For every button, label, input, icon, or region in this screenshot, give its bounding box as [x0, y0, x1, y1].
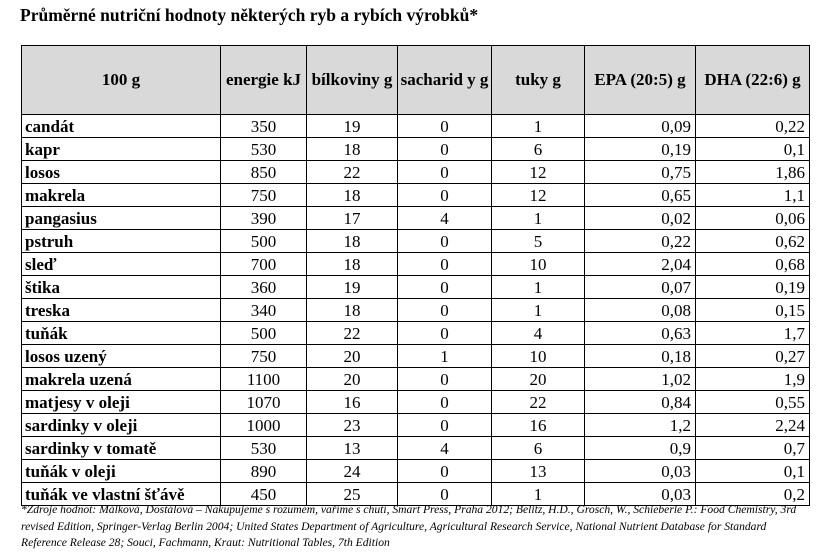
cell-fish-name: tuňák ve vlastní šťávě [22, 483, 221, 506]
cell-energy: 340 [221, 299, 307, 322]
cell-epa: 0,75 [585, 161, 696, 184]
cell-carbohydrates: 0 [398, 368, 492, 391]
table-row [22, 253, 810, 276]
cell-energy: 750 [221, 184, 307, 207]
cell-dha: 1,9 [696, 368, 810, 391]
cell-epa: 1,2 [585, 414, 696, 437]
cell-protein: 25 [307, 483, 398, 506]
cell-energy: 1070 [221, 391, 307, 414]
cell-fat: 12 [492, 161, 585, 184]
cell-dha: 0,62 [696, 230, 810, 253]
cell-fat: 16 [492, 414, 585, 437]
cell-fish-name: štika [22, 276, 221, 299]
cell-fish-name: losos uzený [22, 345, 221, 368]
cell-dha: 0,06 [696, 207, 810, 230]
nutrition-table [21, 45, 810, 506]
cell-fish-name: makrela uzená [22, 368, 221, 391]
cell-carbohydrates: 0 [398, 276, 492, 299]
cell-protein: 20 [307, 368, 398, 391]
cell-fat: 1 [492, 483, 585, 506]
cell-carbohydrates: 0 [398, 414, 492, 437]
cell-carbohydrates: 0 [398, 230, 492, 253]
cell-energy: 390 [221, 207, 307, 230]
cell-carbohydrates: 0 [398, 322, 492, 345]
cell-protein: 19 [307, 115, 398, 138]
header-carbohydrates: sacharid y g [398, 46, 492, 115]
table-row [22, 115, 810, 138]
cell-dha: 1,86 [696, 161, 810, 184]
cell-energy: 1000 [221, 414, 307, 437]
cell-epa: 0,09 [585, 115, 696, 138]
cell-fat: 1 [492, 115, 585, 138]
table-row [22, 345, 810, 368]
cell-fish-name: kapr [22, 138, 221, 161]
header-protein: bílkoviny g [307, 46, 398, 115]
cell-carbohydrates: 0 [398, 391, 492, 414]
cell-dha: 0,7 [696, 437, 810, 460]
cell-fish-name: tuňák [22, 322, 221, 345]
cell-fat: 6 [492, 138, 585, 161]
header-energy: energie kJ [221, 46, 307, 115]
table-row [22, 322, 810, 345]
cell-epa: 2,04 [585, 253, 696, 276]
cell-energy: 500 [221, 230, 307, 253]
cell-fat: 1 [492, 276, 585, 299]
cell-protein: 23 [307, 414, 398, 437]
header-epa: EPA (20:5) g [585, 46, 696, 115]
cell-epa: 0,63 [585, 322, 696, 345]
cell-energy: 1100 [221, 368, 307, 391]
cell-fish-name: tuňák v oleji [22, 460, 221, 483]
cell-dha: 0,19 [696, 276, 810, 299]
cell-energy: 850 [221, 161, 307, 184]
cell-protein: 18 [307, 230, 398, 253]
cell-epa: 0,18 [585, 345, 696, 368]
cell-epa: 0,03 [585, 483, 696, 506]
cell-protein: 22 [307, 322, 398, 345]
cell-protein: 18 [307, 138, 398, 161]
cell-carbohydrates: 0 [398, 299, 492, 322]
cell-dha: 1,7 [696, 322, 810, 345]
cell-protein: 17 [307, 207, 398, 230]
table-row [22, 460, 810, 483]
cell-fat: 22 [492, 391, 585, 414]
cell-fish-name: treska [22, 299, 221, 322]
cell-dha: 0,22 [696, 115, 810, 138]
cell-energy: 530 [221, 138, 307, 161]
cell-epa: 0,02 [585, 207, 696, 230]
cell-fat: 1 [492, 299, 585, 322]
cell-fish-name: matjesy v oleji [22, 391, 221, 414]
cell-dha: 1,1 [696, 184, 810, 207]
cell-carbohydrates: 4 [398, 207, 492, 230]
footnote-sources: *Zdroje hodnot: Málková, Dostálová – Nakupujeme s rozumem, vaříme s chutí, Smart Press, Praha 2012; Belitz, H.D., Grosch, W., Schieberle P.: Food Chemistry, 3rd revised Edition, Springer-Verlag Berlin 2004; United States Department of Agriculture, Agricultural Research Service, National Nutrient Database for Standard Reference Release 28; Souci, Fachmann, Kraut: Nutritional Tables, 7th Edition [21, 503, 797, 549]
cell-fat: 10 [492, 345, 585, 368]
cell-epa: 0,19 [585, 138, 696, 161]
cell-epa: 0,03 [585, 460, 696, 483]
cell-fat: 12 [492, 184, 585, 207]
table-body [22, 115, 810, 506]
cell-dha: 0,2 [696, 483, 810, 506]
table-row [22, 368, 810, 391]
header-portion: 100 g [22, 46, 221, 115]
cell-carbohydrates: 0 [398, 138, 492, 161]
cell-dha: 0,1 [696, 460, 810, 483]
cell-energy: 890 [221, 460, 307, 483]
table-row [22, 138, 810, 161]
cell-fish-name: pangasius [22, 207, 221, 230]
cell-carbohydrates: 0 [398, 460, 492, 483]
cell-carbohydrates: 1 [398, 345, 492, 368]
cell-fish-name: candát [22, 115, 221, 138]
cell-dha: 0,1 [696, 138, 810, 161]
cell-energy: 500 [221, 322, 307, 345]
table-row [22, 230, 810, 253]
cell-epa: 0,07 [585, 276, 696, 299]
header-dha: DHA (22:6) g [696, 46, 810, 115]
cell-carbohydrates: 0 [398, 115, 492, 138]
cell-dha: 0,68 [696, 253, 810, 276]
cell-fish-name: losos [22, 161, 221, 184]
cell-energy: 450 [221, 483, 307, 506]
table-row [22, 207, 810, 230]
cell-fat: 20 [492, 368, 585, 391]
cell-carbohydrates: 0 [398, 161, 492, 184]
cell-carbohydrates: 4 [398, 437, 492, 460]
table-row [22, 276, 810, 299]
table-header-row [22, 46, 810, 115]
cell-carbohydrates: 0 [398, 483, 492, 506]
cell-protein: 20 [307, 345, 398, 368]
cell-dha: 0,27 [696, 345, 810, 368]
cell-fat: 6 [492, 437, 585, 460]
cell-epa: 1,02 [585, 368, 696, 391]
cell-fat: 1 [492, 207, 585, 230]
cell-fish-name: sleď [22, 253, 221, 276]
cell-protein: 18 [307, 299, 398, 322]
table-row [22, 299, 810, 322]
cell-protein: 24 [307, 460, 398, 483]
cell-carbohydrates: 0 [398, 253, 492, 276]
cell-epa: 0,84 [585, 391, 696, 414]
cell-protein: 18 [307, 253, 398, 276]
cell-fat: 10 [492, 253, 585, 276]
cell-epa: 0,9 [585, 437, 696, 460]
cell-protein: 16 [307, 391, 398, 414]
cell-fish-name: pstruh [22, 230, 221, 253]
cell-energy: 750 [221, 345, 307, 368]
cell-energy: 360 [221, 276, 307, 299]
cell-protein: 22 [307, 161, 398, 184]
table-row [22, 437, 810, 460]
cell-fat: 5 [492, 230, 585, 253]
table-row [22, 184, 810, 207]
cell-epa: 0,65 [585, 184, 696, 207]
cell-dha: 2,24 [696, 414, 810, 437]
table-row [22, 414, 810, 437]
cell-protein: 13 [307, 437, 398, 460]
table-row [22, 391, 810, 414]
cell-fat: 13 [492, 460, 585, 483]
header-fat: tuky g [492, 46, 585, 115]
table-row [22, 161, 810, 184]
cell-dha: 0,15 [696, 299, 810, 322]
cell-dha: 0,55 [696, 391, 810, 414]
cell-protein: 18 [307, 184, 398, 207]
page-title: Průměrné nutriční hodnoty některých ryb a rybích výrobků* [20, 5, 479, 25]
cell-fish-name: makrela [22, 184, 221, 207]
cell-fat: 4 [492, 322, 585, 345]
cell-fish-name: sardinky v tomatě [22, 437, 221, 460]
cell-energy: 530 [221, 437, 307, 460]
cell-carbohydrates: 0 [398, 184, 492, 207]
cell-energy: 700 [221, 253, 307, 276]
cell-fish-name: sardinky v oleji [22, 414, 221, 437]
cell-epa: 0,08 [585, 299, 696, 322]
cell-protein: 19 [307, 276, 398, 299]
cell-epa: 0,22 [585, 230, 696, 253]
cell-energy: 350 [221, 115, 307, 138]
